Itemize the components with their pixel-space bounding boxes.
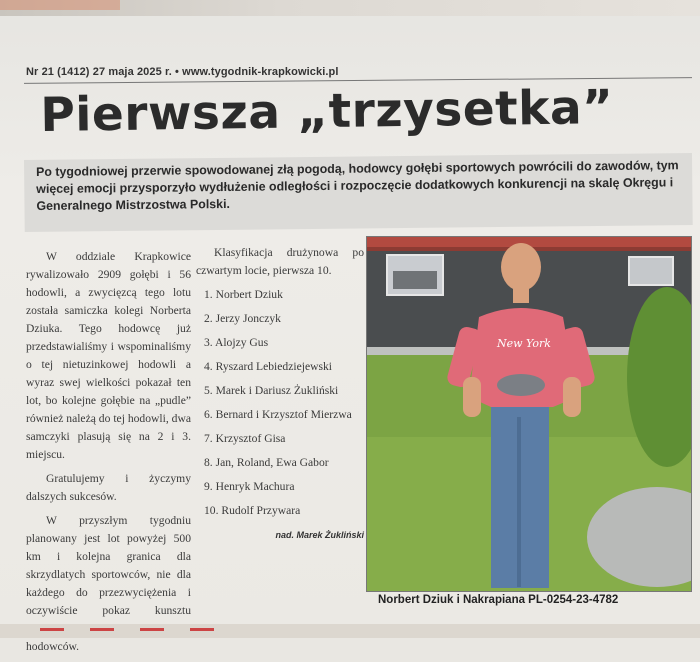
article-photo [366,236,692,592]
photo-illustration [367,237,691,591]
bottom-strip [0,624,700,638]
paragraph-3: W przyszłym tygodniu planowany jest lot powyżej 500 km i kolejna granica dla skrzydlatych sportowców, nie dla każdego do przezwyciężenia i oczywiście pokaz kunsztu hodowców. [26,514,191,653]
top-strip [0,0,700,16]
classification-intro: Klasyfikacja drużynowa po czwartym locie, pierwsza 10. [196,246,364,277]
torn-edge [0,0,120,10]
ranking-item: 9. Henryk Machura [204,480,295,493]
author-credit: nad. Marek Żukliński [275,530,364,540]
decorative-dash [190,628,214,631]
ranking-item: 1. Norbert Dziuk [204,288,283,301]
ranking-item: 5. Marek i Dariusz Żukliński [204,384,339,397]
shirt-text: New York [497,337,551,350]
article-lead: Po tygodniowej przerwie spowodowanej złą pogodą, hodowcy gołębi sportowych powrócili do zawodów, tym więcej emocji przysporzyło wydłużenie odległości i rozpoczęcie dodatkowych konkurencji na skalę Okręgu i Generalnego Mistrzostwa Polski. [36,158,679,213]
decorative-dash [90,628,114,631]
paragraph-2: Gratulujemy i życzymy dalszych sukcesów. [26,472,191,503]
decorative-dash [140,628,164,631]
photo-caption: Norbert Dziuk i Nakrapiana PL-0254-23-4782 [378,594,619,606]
ranking-item: 10. Rudolf Przywara [204,504,301,517]
decorative-dash [40,628,64,631]
paragraph-1: W oddziale Krapkowice rywalizowało 2909 gołębi i 56 hodowli, a zwycięzcą tego lotu została samiczka kolegi Norberta Dziuka. Tego hodowcę już przedstawialiśmy i wspominaliśmy o tej nietuzinkowej hodowli a wyraz swej wielkości pokazał ten lot, bo kolejne gołębie na „pudle” również należą do tej hodowli, dwa samczyki plasują się na 2 i 3. miejscu. [26,250,191,461]
article-column-2 [196,244,364,544]
ranking-item: 8. Jan, Roland, Ewa Gabor [204,456,329,469]
ranking-item: 7. Krzysztof Gisa [204,432,286,445]
article-headline: Pierwsza „trzysetka” [40,79,614,143]
ranking-list [196,286,364,520]
article-column-1 [26,248,191,662]
ranking-item: 3. Alojzy Gus [204,336,269,349]
issue-meta: Nr 21 (1412) 27 maja 2025 r. • www.tygodnik-krapkowicki.pl [26,66,339,78]
ranking-item: 4. Ryszard Lebiedziejewski [204,360,332,373]
ranking-item: 2. Jerzy Jonczyk [204,312,281,325]
ranking-item: 6. Bernard i Krzysztof Mierzwa [204,408,352,421]
